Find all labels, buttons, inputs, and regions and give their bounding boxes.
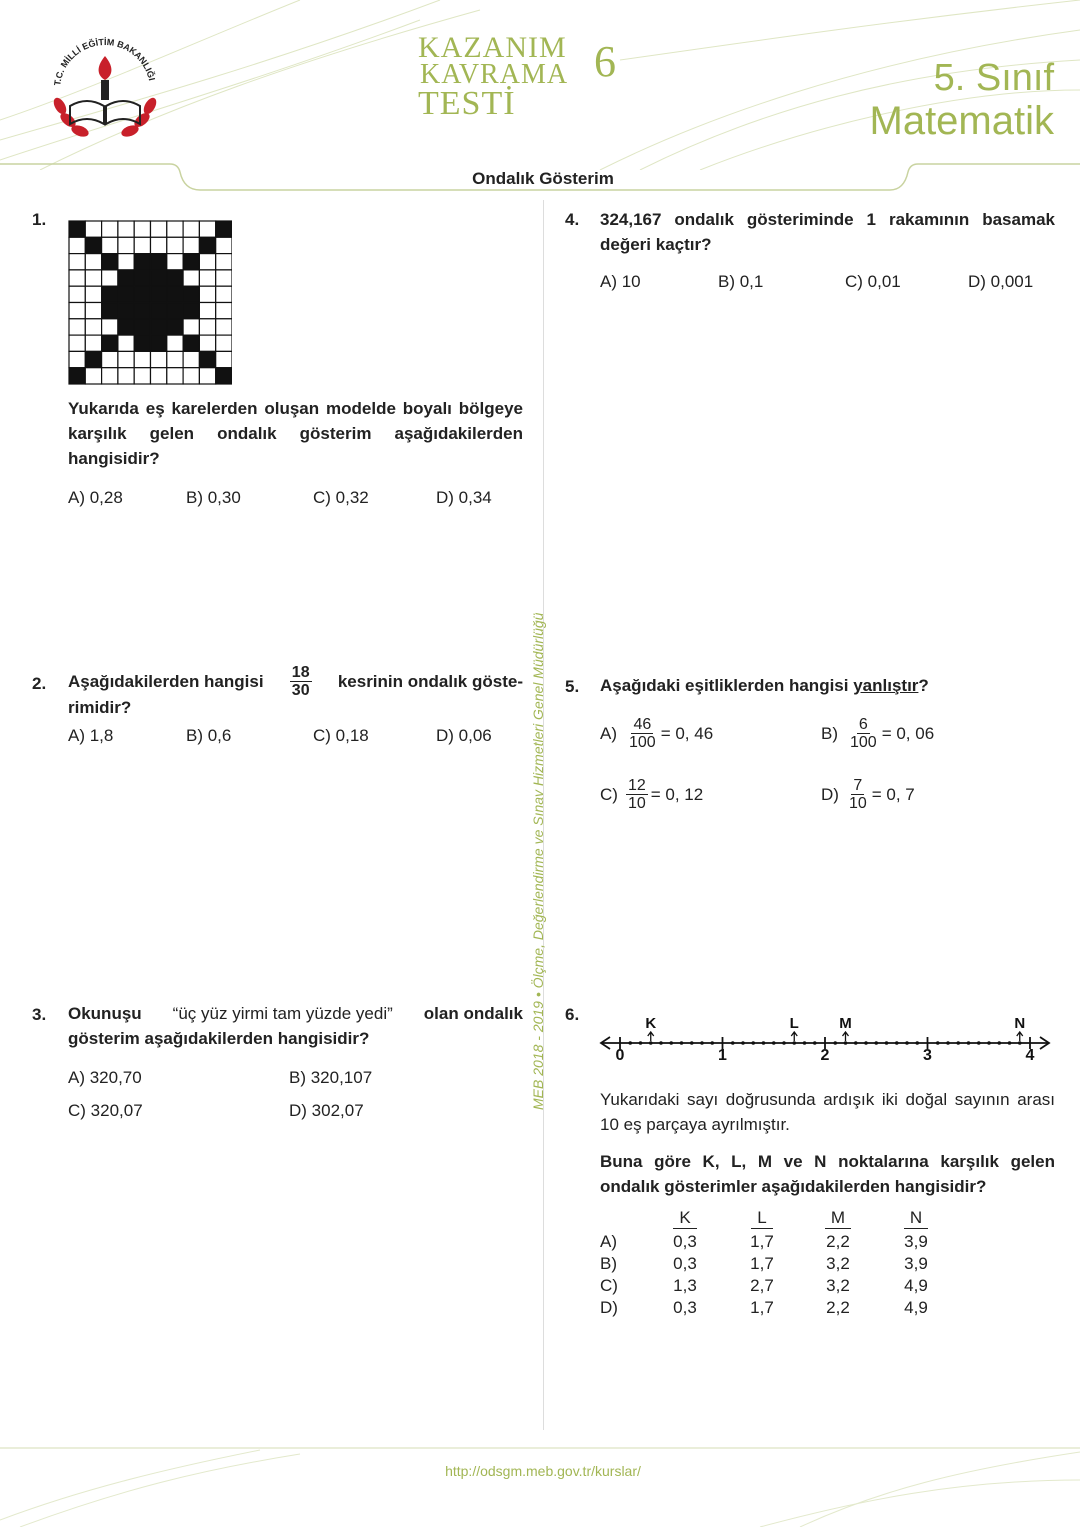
grid-cell [151, 270, 167, 286]
table-cell: 1,7 [750, 1298, 774, 1317]
q5-option-a[interactable] [600, 716, 713, 751]
q5-option-c-rhs: = 0, 12 [650, 784, 704, 804]
q3-option-d[interactable]: D) 302,07 [289, 1101, 364, 1120]
q6-answer-table [600, 1208, 956, 1319]
grid-cell [183, 237, 199, 253]
q1-text: Yukarıda eş karelerden oluşan modelde boyalı bölgeye karşılık gelen ondalık gösterim aşağıdakilerden hangisidir? [68, 399, 523, 468]
q6-header-m: M [825, 1208, 851, 1229]
q3-number: 3. [32, 1005, 47, 1024]
grid-cell [85, 286, 101, 302]
grid-cell [167, 351, 183, 367]
grid-cell [134, 237, 150, 253]
grid-cell [183, 335, 199, 351]
minor-tick-dot [680, 1041, 684, 1045]
q5-option-a-rhs: = 0, 46 [660, 723, 714, 743]
grid-cell [216, 368, 232, 384]
grid-cell [151, 237, 167, 253]
grid-cell [118, 237, 134, 253]
point-arrow-m [843, 1032, 849, 1041]
grid-cell [69, 237, 85, 253]
q5-option-d-label: D) [821, 784, 839, 804]
grid-cell [102, 270, 118, 286]
q6-row-label: B) [600, 1254, 617, 1273]
grid-cell [167, 237, 183, 253]
minor-tick-dot [977, 1041, 981, 1045]
grid-cell [69, 254, 85, 270]
series-line2: KAVRAMA [420, 59, 569, 90]
q5-option-d-num: 7 [853, 777, 863, 794]
minor-tick-dot [628, 1041, 632, 1045]
grid-cell [151, 319, 167, 335]
q6-option-c[interactable] [600, 1275, 956, 1297]
grid-cell [183, 286, 199, 302]
minor-tick-dot [844, 1041, 848, 1045]
grid-cell [199, 286, 215, 302]
table-cell: 1,7 [750, 1232, 774, 1251]
grid-cell [216, 335, 232, 351]
minor-tick-dot [649, 1041, 653, 1045]
grid-cell [69, 286, 85, 302]
grid-cell [199, 254, 215, 270]
grid-cell [102, 303, 118, 319]
table-cell: 1,3 [673, 1276, 697, 1295]
q3-option-a[interactable]: A) 320,70 [68, 1068, 142, 1087]
q2-frac-num: 18 [291, 664, 310, 681]
q5-number: 5. [565, 677, 580, 696]
q5-option-b-rhs: = 0, 06 [881, 723, 935, 743]
grid-cell [199, 351, 215, 367]
grid-cell [216, 221, 232, 237]
q5-option-c-label: C) [600, 784, 618, 804]
minor-tick-dot [659, 1041, 663, 1045]
minor-tick-dot [915, 1041, 919, 1045]
grid-cell [151, 335, 167, 351]
q6-header-k: K [673, 1208, 696, 1229]
q4-option-b[interactable]: B) 0,1 [718, 272, 764, 291]
minor-tick-dot [967, 1041, 971, 1045]
grid-cell [85, 303, 101, 319]
grid-cell [134, 286, 150, 302]
q1-option-d[interactable]: D) 0,34 [436, 488, 492, 507]
q1-grid-model [68, 220, 232, 385]
q3-text [68, 1001, 523, 1051]
grid-cell [118, 270, 134, 286]
grid-cell [167, 254, 183, 270]
q4-option-c[interactable]: C) 0,01 [845, 272, 901, 291]
grid-cell [216, 303, 232, 319]
grid-cell [69, 319, 85, 335]
grid-cell [118, 351, 134, 367]
grid-cell [216, 351, 232, 367]
q6-row-label: D) [600, 1298, 618, 1317]
grid-cell [167, 286, 183, 302]
table-cell: 3,2 [826, 1276, 850, 1295]
footer-decoration [0, 1440, 1080, 1527]
q1-option-b[interactable]: B) 0,30 [186, 488, 241, 507]
grid-cell [85, 335, 101, 351]
point-arrow-l [791, 1032, 797, 1041]
point-label-n: N [1014, 1015, 1026, 1032]
grid-cell [199, 270, 215, 286]
point-arrow-k [648, 1032, 654, 1041]
grid-cell [102, 351, 118, 367]
grid-cell [183, 351, 199, 367]
q2-text-line2: rimidir? [68, 698, 132, 717]
q6-option-a[interactable] [600, 1231, 956, 1253]
grid-cell [85, 237, 101, 253]
q5-option-a-fraction [627, 716, 658, 751]
table-cell: 0,3 [673, 1254, 697, 1273]
grid-cell [199, 319, 215, 335]
grid-cell [85, 319, 101, 335]
minor-tick-dot [639, 1041, 643, 1045]
series-title [418, 31, 569, 122]
q2-text-after: kesrinin ondalık göste- [337, 672, 523, 691]
grid-cell [167, 303, 183, 319]
q3-text-bold1: Okunuşu [68, 1004, 142, 1023]
grid-cell [151, 303, 167, 319]
tick-label: 3 [923, 1047, 932, 1064]
grid-cell [151, 286, 167, 302]
q1-number: 1. [32, 210, 47, 229]
grid-cell [151, 351, 167, 367]
grid-cell [167, 335, 183, 351]
grid-cell [134, 335, 150, 351]
grid-cell [216, 254, 232, 270]
minor-tick-dot [905, 1041, 909, 1045]
grid-cell [118, 368, 134, 384]
grade-title: 5. Sınıf [933, 57, 1054, 99]
grid-cell [134, 319, 150, 335]
q5-option-d[interactable] [821, 777, 915, 812]
grid-cell [69, 270, 85, 286]
q2-option-c[interactable]: C) 0,18 [313, 726, 369, 745]
minor-tick-dot [997, 1041, 1001, 1045]
table-cell: 0,3 [673, 1232, 697, 1251]
minor-tick-dot [813, 1041, 817, 1045]
q5-text [600, 673, 929, 698]
q5-option-c[interactable] [600, 777, 703, 812]
grid-cell [199, 221, 215, 237]
q6-number: 6. [565, 1005, 580, 1024]
grid-cell [85, 221, 101, 237]
q5-text-after: ? [918, 676, 929, 695]
grid-cell [134, 221, 150, 237]
grid-cell [151, 254, 167, 270]
q5-option-c-fraction [626, 777, 648, 812]
minor-tick-dot [782, 1041, 786, 1045]
q2-number: 2. [32, 674, 47, 693]
minor-tick-dot [700, 1041, 704, 1045]
q6-header-l: L [751, 1208, 772, 1229]
grid-cell [134, 368, 150, 384]
tick-label: 1 [718, 1047, 727, 1064]
minor-tick-dot [1018, 1041, 1022, 1045]
table-cell: 1,7 [750, 1254, 774, 1273]
table-cell: 4,9 [904, 1298, 928, 1317]
grid-cell [102, 221, 118, 237]
grid-cell [85, 368, 101, 384]
table-cell: 4,9 [904, 1276, 928, 1295]
q2-frac-den: 30 [291, 682, 310, 699]
q5-option-b-fraction [848, 716, 879, 751]
grid-cell [134, 270, 150, 286]
q5-option-a-den: 100 [629, 734, 656, 751]
q5-option-d-fraction [847, 777, 869, 812]
header [0, 0, 1080, 200]
q1-option-a[interactable]: A) 0,28 [68, 488, 123, 507]
topic-title: Ondalık Gösterim [472, 169, 614, 188]
series-line3: TESTİ [418, 85, 516, 122]
q5-text-underlined: yanlıştır [853, 676, 919, 695]
q2-option-b[interactable]: B) 0,6 [186, 726, 232, 745]
q5-option-d-den: 10 [848, 795, 867, 812]
q3-text-bold2: olan ondalık [423, 1004, 523, 1023]
grid-cell [134, 303, 150, 319]
q4-option-a[interactable]: A) 10 [600, 272, 641, 291]
table-cell: 2,2 [826, 1232, 850, 1251]
grid-cell [183, 254, 199, 270]
q6-option-d[interactable] [600, 1297, 956, 1319]
grid-cell [183, 221, 199, 237]
grid-cell [216, 286, 232, 302]
minor-tick-dot [874, 1041, 878, 1045]
q5-option-b-den: 100 [850, 734, 877, 751]
grid-cell [167, 221, 183, 237]
q6-row-label: C) [600, 1276, 618, 1295]
q3-option-b[interactable]: B) 320,107 [289, 1068, 373, 1087]
grid-cell [102, 368, 118, 384]
q3-text-quote: “üç yüz yirmi tam yüzde yedi” [172, 1004, 393, 1023]
subject-title: Matematik [869, 99, 1054, 143]
table-cell: 3,9 [904, 1254, 928, 1273]
side-text: MEB 2018 - 2019 • Ölçme, Değerlendirme ve Sınav Hizmetleri Genel Müdürlüğü [530, 612, 546, 1110]
q5-option-c-num: 12 [627, 777, 646, 794]
q4-text: 324,167 ondalık gösteriminde 1 rakamının basamak değeri kaçtır? [600, 210, 1055, 254]
q6-row-label: A) [600, 1232, 617, 1251]
grid-cell [216, 319, 232, 335]
minor-tick-dot [751, 1041, 755, 1045]
minor-tick-dot [762, 1041, 766, 1045]
grid-cell [183, 368, 199, 384]
q6-option-b[interactable] [600, 1253, 956, 1275]
minor-tick-dot [1008, 1041, 1012, 1045]
tick-label: 4 [1025, 1047, 1035, 1064]
grid-cell [167, 319, 183, 335]
series-line1: KAZANIM [418, 31, 567, 64]
minor-tick-dot [956, 1041, 960, 1045]
grid-cell [69, 221, 85, 237]
q6-number-line [596, 1008, 1060, 1068]
grid-cell [167, 368, 183, 384]
q2-text-before: Aşağıdakilerden hangisi [68, 672, 264, 691]
grid-cell [199, 303, 215, 319]
q2-option-a[interactable]: A) 1,8 [68, 726, 114, 745]
grid-cell [183, 319, 199, 335]
point-label-k: K [645, 1015, 657, 1032]
grid-cell [85, 254, 101, 270]
table-cell: 3,9 [904, 1232, 928, 1251]
q6-text1: Yukarıdaki sayı doğrusunda ardışık iki doğal sayının arası 10 eş parçaya ayrılmıştır. [600, 1090, 1055, 1134]
q2-option-d[interactable]: D) 0,06 [436, 726, 492, 745]
minor-tick-dot [936, 1041, 940, 1045]
grid-cell [102, 237, 118, 253]
grid-cell [118, 286, 134, 302]
minor-tick-dot [946, 1041, 950, 1045]
grid-cell [118, 335, 134, 351]
grid-cell [199, 237, 215, 253]
grid-cell [85, 351, 101, 367]
minor-tick-dot [731, 1041, 735, 1045]
grid-cell [134, 254, 150, 270]
point-arrow-n [1017, 1032, 1023, 1041]
grid-cell [216, 237, 232, 253]
table-cell: 0,3 [673, 1298, 697, 1317]
point-label-l: L [789, 1015, 799, 1032]
q6-text2: Buna göre K, L, M ve N noktalarına karşılık gelen ondalık gösterimler aşağıdakilerden hangisidir? [600, 1152, 1055, 1196]
grid-cell [151, 368, 167, 384]
tick-label: 0 [615, 1047, 625, 1064]
grid-cell [199, 368, 215, 384]
minor-tick-dot [669, 1041, 673, 1045]
grid-cell [118, 221, 134, 237]
table-cell: 2,7 [750, 1276, 774, 1295]
grid-cell [85, 270, 101, 286]
q4-option-d[interactable]: D) 0,001 [968, 272, 1034, 291]
minor-tick-dot [741, 1041, 745, 1045]
grid-cell [118, 303, 134, 319]
q5-option-a-num: 46 [633, 716, 652, 733]
q5-option-b-label: B) [821, 723, 838, 743]
tick-label: 2 [820, 1047, 830, 1064]
q5-option-b[interactable] [821, 716, 934, 751]
grid-cell [69, 335, 85, 351]
table-cell: 2,2 [826, 1298, 850, 1317]
grid-cell [216, 270, 232, 286]
ministry-logo [40, 28, 170, 148]
minor-tick-dot [803, 1041, 807, 1045]
minor-tick-dot [792, 1041, 796, 1045]
series-number: 6 [594, 37, 616, 86]
grid-cell [118, 254, 134, 270]
q5-option-d-rhs: = 0, 7 [871, 784, 915, 804]
grid-cell [102, 254, 118, 270]
q6-header-n: N [904, 1208, 928, 1229]
grid-cell [102, 286, 118, 302]
grid-cell [151, 221, 167, 237]
minor-tick-dot [772, 1041, 776, 1045]
minor-tick-dot [710, 1041, 714, 1045]
grid-cell [118, 319, 134, 335]
grid-cell [134, 351, 150, 367]
minor-tick-dot [895, 1041, 899, 1045]
minor-tick-dot [885, 1041, 889, 1045]
grid-cell [69, 351, 85, 367]
q2-fraction [290, 664, 312, 699]
grid-cell [183, 303, 199, 319]
point-label-m: M [839, 1015, 852, 1032]
minor-tick-dot [833, 1041, 837, 1045]
grid-cell [69, 303, 85, 319]
minor-tick-dot [690, 1041, 694, 1045]
logo-text: T.C. MİLLİ EĞİTİM BAKANLIĞI [52, 36, 157, 87]
grid-cell [69, 368, 85, 384]
grid-cell [102, 319, 118, 335]
q5-option-b-num: 6 [858, 716, 868, 733]
grid-cell [199, 335, 215, 351]
q4-number: 4. [565, 210, 580, 229]
minor-tick-dot [987, 1041, 991, 1045]
q5-text-before: Aşağıdaki eşitliklerden hangisi [600, 676, 849, 695]
q3-option-c[interactable]: C) 320,07 [68, 1101, 143, 1120]
minor-tick-dot [864, 1041, 868, 1045]
footer-url[interactable]: http://odsgm.meb.gov.tr/kurslar/ [445, 1463, 641, 1479]
minor-tick-dot [854, 1041, 858, 1045]
q2-text [68, 664, 523, 720]
q5-option-a-label: A) [600, 723, 617, 743]
table-cell: 3,2 [826, 1254, 850, 1273]
grid-cell [183, 270, 199, 286]
q5-option-c-den: 10 [627, 795, 646, 812]
q1-option-c[interactable]: C) 0,32 [313, 488, 369, 507]
grid-cell [102, 335, 118, 351]
q3-text-line2: gösterim aşağıdakilerden hangisidir? [68, 1029, 370, 1048]
grid-cell [167, 270, 183, 286]
